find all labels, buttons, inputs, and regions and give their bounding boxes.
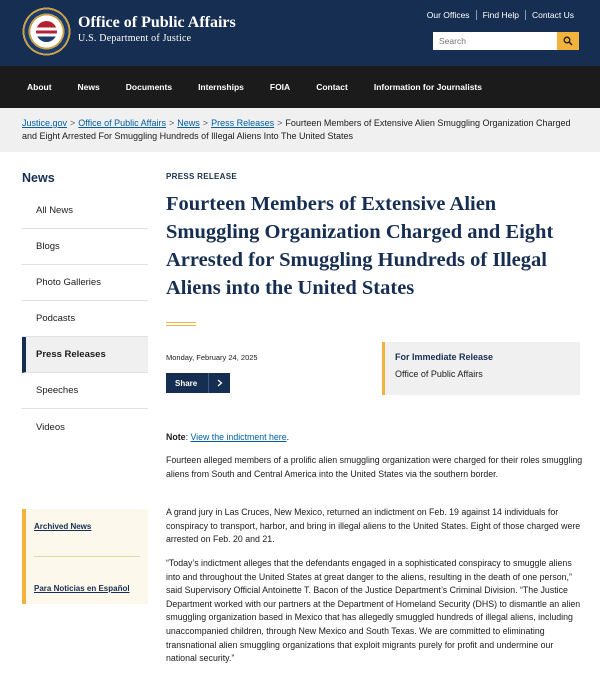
press-release-eyebrow: PRESS RELEASE bbox=[166, 172, 238, 181]
sidebar-item-all-news[interactable]: All News bbox=[22, 193, 148, 229]
release-office: Office of Public Affairs bbox=[395, 369, 483, 379]
breadcrumb-separator: > bbox=[277, 118, 283, 128]
share-label: Share bbox=[175, 378, 198, 388]
nav-contact[interactable]: Contact bbox=[316, 82, 348, 92]
breadcrumb-justice-gov[interactable]: Justice.gov bbox=[22, 118, 68, 128]
nav-about[interactable]: About bbox=[27, 82, 52, 92]
archived-news-link[interactable]: Archived News bbox=[34, 522, 92, 531]
site-header bbox=[0, 0, 600, 66]
nav-news[interactable]: News bbox=[77, 82, 100, 92]
sidebar-item-podcasts[interactable]: Podcasts bbox=[22, 301, 148, 337]
share-button[interactable] bbox=[166, 373, 230, 393]
article-paragraph: “Today’s indictment alleges that the defendants engaged in a sophisticated conspiracy to smuggle aliens into and throughout the United States at great danger to the aliens, resulting in the death of one person,” said Supervisory Official Antoinette T. Bacon of the Justice Department’s Criminal Division. “The Justice Department worked with our partners at the Department of Homeland Security (DHS) to dismantle an alien smuggling organization based in Mexico that has allegedly smuggled hundreds of illegal aliens, including unaccompanied children, through New Mexico and South Texas. We are committed to eliminating transnational alien smuggling organizations that exploit migrants purely for profit and undermine our national security.” bbox=[166, 558, 581, 664]
release-info-box bbox=[382, 342, 580, 395]
nav-internships[interactable]: Internships bbox=[198, 82, 244, 92]
release-label: For Immediate Release bbox=[395, 352, 494, 362]
breadcrumb-office-of-public-affairs[interactable]: Office of Public Affairs bbox=[78, 118, 167, 128]
site-name[interactable]: Office of Public Affairs bbox=[78, 14, 236, 31]
nav-documents[interactable]: Documents bbox=[125, 82, 173, 92]
sidebar-nav bbox=[22, 193, 148, 445]
search-icon bbox=[563, 36, 573, 46]
sidebar-item-speeches[interactable]: Speeches bbox=[22, 373, 148, 409]
breadcrumb-separator: > bbox=[70, 118, 76, 128]
breadcrumb-press-releases[interactable]: Press Releases bbox=[211, 118, 275, 128]
article-date: Monday, February 24, 2025 bbox=[166, 353, 258, 362]
utility-links bbox=[421, 10, 580, 20]
breadcrumb-separator: > bbox=[202, 118, 209, 128]
site-subtitle: U.S. Department of Justice bbox=[78, 33, 192, 44]
seal-emblem-icon bbox=[36, 21, 57, 42]
main-navigation bbox=[0, 66, 600, 108]
note-label: Note bbox=[166, 432, 186, 442]
breadcrumb-current: Fourteen Members of Extensive Alien Smuggling Organization Charged and Eight Arrested For Smuggling Hundreds of Illegal Aliens Into The United States bbox=[22, 118, 571, 141]
nav-foia[interactable]: FOIA bbox=[269, 82, 291, 92]
article-paragraph: Fourteen alleged members of a prolific alien smuggling organization were charged for their roles smuggling aliens from South and Central America into the United States via the southern border. bbox=[166, 455, 583, 479]
doj-seal-logo[interactable] bbox=[22, 7, 71, 56]
chevron-right-icon bbox=[208, 373, 230, 393]
nav-information-for-journalists[interactable]: Information for Journalists bbox=[373, 82, 482, 92]
sidebar-links-box bbox=[22, 509, 148, 604]
sidebar-item-videos[interactable]: Videos bbox=[36, 421, 65, 433]
search-button[interactable] bbox=[557, 32, 579, 50]
indictment-note: Note: View the indictment here. bbox=[166, 432, 290, 442]
contact-us-link[interactable]: Contact Us bbox=[525, 10, 580, 20]
breadcrumb bbox=[0, 108, 600, 152]
sidebar-item-press-releases[interactable]: Press Releases bbox=[22, 337, 148, 373]
article-paragraph: A grand jury in Las Cruces, New Mexico, returned an indictment on Feb. 19 against 14 individuals for conspiracy to transport, harbor, and bring in illegal aliens to the United States. Eight of those charged were arrested on Feb. 20 and 21. bbox=[166, 507, 581, 545]
view-indictment-link[interactable]: View the indictment here bbox=[190, 432, 287, 442]
spanish-news-link[interactable]: Para Noticias en Español bbox=[34, 584, 130, 593]
search-input[interactable] bbox=[433, 32, 557, 50]
title-accent-line bbox=[166, 322, 196, 326]
find-help-link[interactable]: Find Help bbox=[476, 10, 525, 20]
sidebar-item-photo-galleries[interactable]: Photo Galleries bbox=[22, 265, 148, 301]
our-offices-link[interactable]: Our Offices bbox=[426, 10, 470, 20]
breadcrumb-news[interactable]: News bbox=[177, 118, 200, 128]
breadcrumb-separator: > bbox=[169, 118, 175, 128]
article-title: Fourteen Members of Extensive Alien Smuggling Organization Charged and Eight Arrested for Smuggling Hundreds of Illegal Aliens into the United States bbox=[166, 193, 554, 299]
sidebar-box-divider bbox=[34, 556, 140, 557]
sidebar-title: News bbox=[22, 171, 55, 185]
sidebar-item-blogs[interactable]: Blogs bbox=[22, 229, 148, 265]
